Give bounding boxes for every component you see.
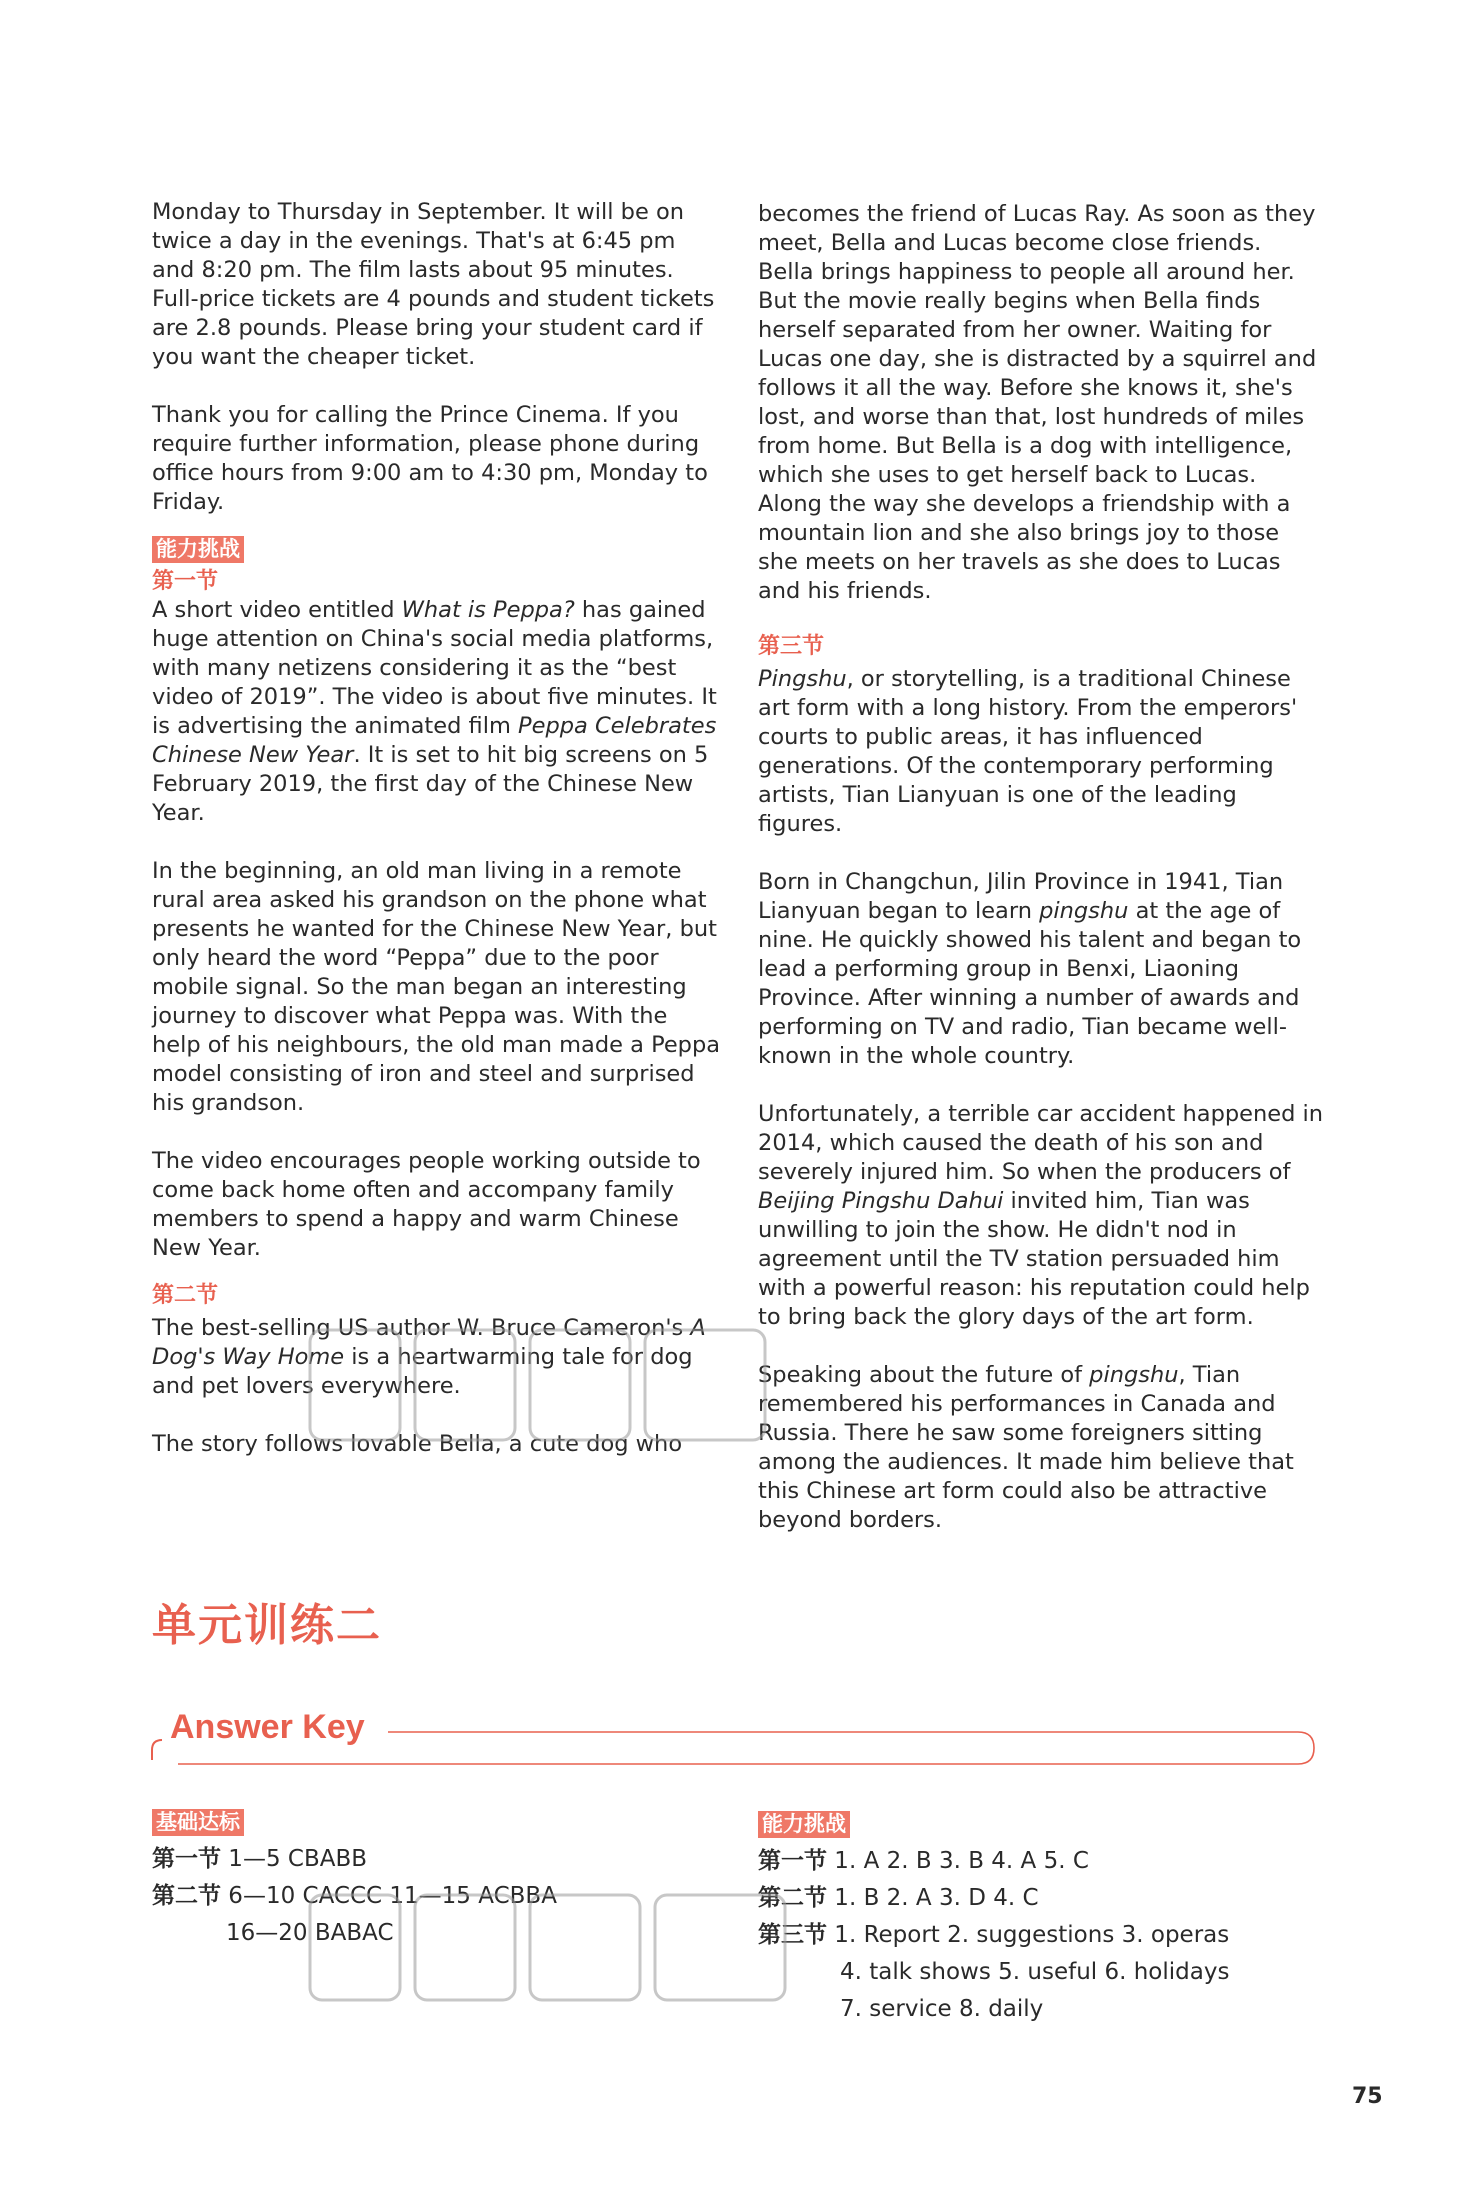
section-2-title: 第二节	[152, 1283, 219, 1308]
cinema-contact-paragraph: Thank you for calling the Prince Cinema. If you require further information, please phone during office hours from 9:00 am to 4:30 pm, Monday to Friday.	[152, 402, 708, 515]
answer-row: 16—20 BABAC	[226, 1920, 394, 1946]
section-2-paragraph-2: The story follows lovable Bella, a cute dog who	[152, 1431, 683, 1457]
cinema-info-paragraph: Monday to Thursday in September. It will be on twice a day in the evenings. That's at 6:45 pm and 8:20 pm. The film lasts about 95 minutes. Full-price tickets are 4 pounds and student tickets are 2.8 pounds. Please bring your student card if you want the cheaper ticket.	[152, 199, 715, 370]
section-1-title: 第一节	[152, 569, 219, 594]
answer-row: 7. service 8. daily	[840, 1996, 1044, 2022]
basic-tag: 基础达标	[152, 1809, 244, 1836]
section-1-paragraph-3: The video encourages people working outside to come back home often and accompany family members to spend a happy and warm Chinese New Year.	[152, 1148, 701, 1261]
left-column	[152, 198, 722, 1459]
section-1-paragraph-1: A short video entitled What is Peppa? has gained huge attention on China's social media platforms, with many netizens considering it as the “best video of 2019”. The video is about five minutes. It is advertising the animated film Peppa Celebrates Chinese New Year. It is set to hit big screens on 5 February 2019, the first day of the Chinese New Year.	[152, 597, 717, 826]
unit-title: 单元训练二	[152, 1600, 382, 1651]
answer-row: 第一节 1. A 2. B 3. B 4. A 5. C	[758, 1848, 1089, 1874]
section-1-paragraph-2: In the beginning, an old man living in a remote rural area asked his grandson on the phone what presents he wanted for the Chinese New Year, but only heard the word “Peppa” due to the poor mobile signal. So the man began an interesting journey to discover what Peppa was. With the help of his neighbours, the old man made a Peppa model consisting of iron and steel and surprised his grandson.	[152, 858, 721, 1116]
section-2-paragraph-1: The best-selling US author W. Bruce Cameron's A Dog's Way Home is a heartwarming tale for dog and pet lovers everywhere.	[152, 1315, 706, 1399]
section-3-paragraph-1: Pingshu, or storytelling, is a traditional Chinese art form with a long history. From the emperors' courts to public areas, it has influenced generations. Of the contemporary performing artists, Tian Lianyuan is one of the leading figures.	[758, 666, 1298, 837]
challenge-answers-tag: 能力挑战	[758, 1811, 850, 1838]
answer-row: 4. talk shows 5. useful 6. holidays	[840, 1959, 1230, 1985]
right-column	[758, 200, 1324, 1535]
section-3-title: 第三节	[758, 634, 825, 659]
challenge-tag: 能力挑战	[152, 536, 244, 563]
answer-row: 第二节 6—10 CACCC 11—15 ACBBA	[152, 1883, 557, 1909]
section-3-paragraph-4: Speaking about the future of pingshu, Tian remembered his performances in Canada and Russia. There he saw some foreigners sitting among the audiences. It made him believe that this Chinese art form could also be attractive beyond borders.	[758, 1362, 1294, 1533]
page-number: 75	[1352, 2084, 1383, 2109]
answers-challenge	[758, 1806, 1318, 2028]
answer-row: 第三节 1. Report 2. suggestions 3. operas	[758, 1922, 1230, 1948]
section-3-paragraph-3: Unfortunately, a terrible car accident happened in 2014, which caused the death of his son and severely injured him. So when the producers of Beijing Pingshu Dahui invited him, Tian was unwilling to join the show. He didn't nod in agreement until the TV station persuaded him with a powerful reason: his reputation could help to bring back the glory days of the art form.	[758, 1101, 1324, 1330]
answer-row: 第二节 1. B 2. A 3. D 4. C	[758, 1885, 1039, 1911]
answers-basic	[152, 1804, 712, 1952]
section-3-paragraph-2: Born in Changchun, Jilin Province in 1941, Tian Lianyuan began to learn pingshu at the age of nine. He quickly showed his talent and began to lead a performing group in Benxi, Liaoning Province. After winning a number of awards and performing on TV and radio, Tian became well-known in the whole country.	[758, 869, 1302, 1069]
bella-story-paragraph: becomes the friend of Lucas Ray. As soon as they meet, Bella and Lucas become close friends. Bella brings happiness to people all around her. But the movie really begins when Bella finds herself separated from her owner. Waiting for Lucas one day, she is distracted by a squirrel and follows it all the way. Before she knows it, she's lost, and worse than that, lost hundreds of miles from home. But Bella is a dog with intelligence, which she uses to get herself back to Lucas. Along the way she develops a friendship with a mountain lion and she also brings joy to those she meets on her travels as she does to Lucas and his friends.	[758, 201, 1317, 604]
answer-key-banner	[148, 1702, 1318, 1770]
answer-key-title: Answer Key	[170, 1708, 365, 1746]
answer-row: 第一节 1—5 CBABB	[152, 1846, 368, 1872]
